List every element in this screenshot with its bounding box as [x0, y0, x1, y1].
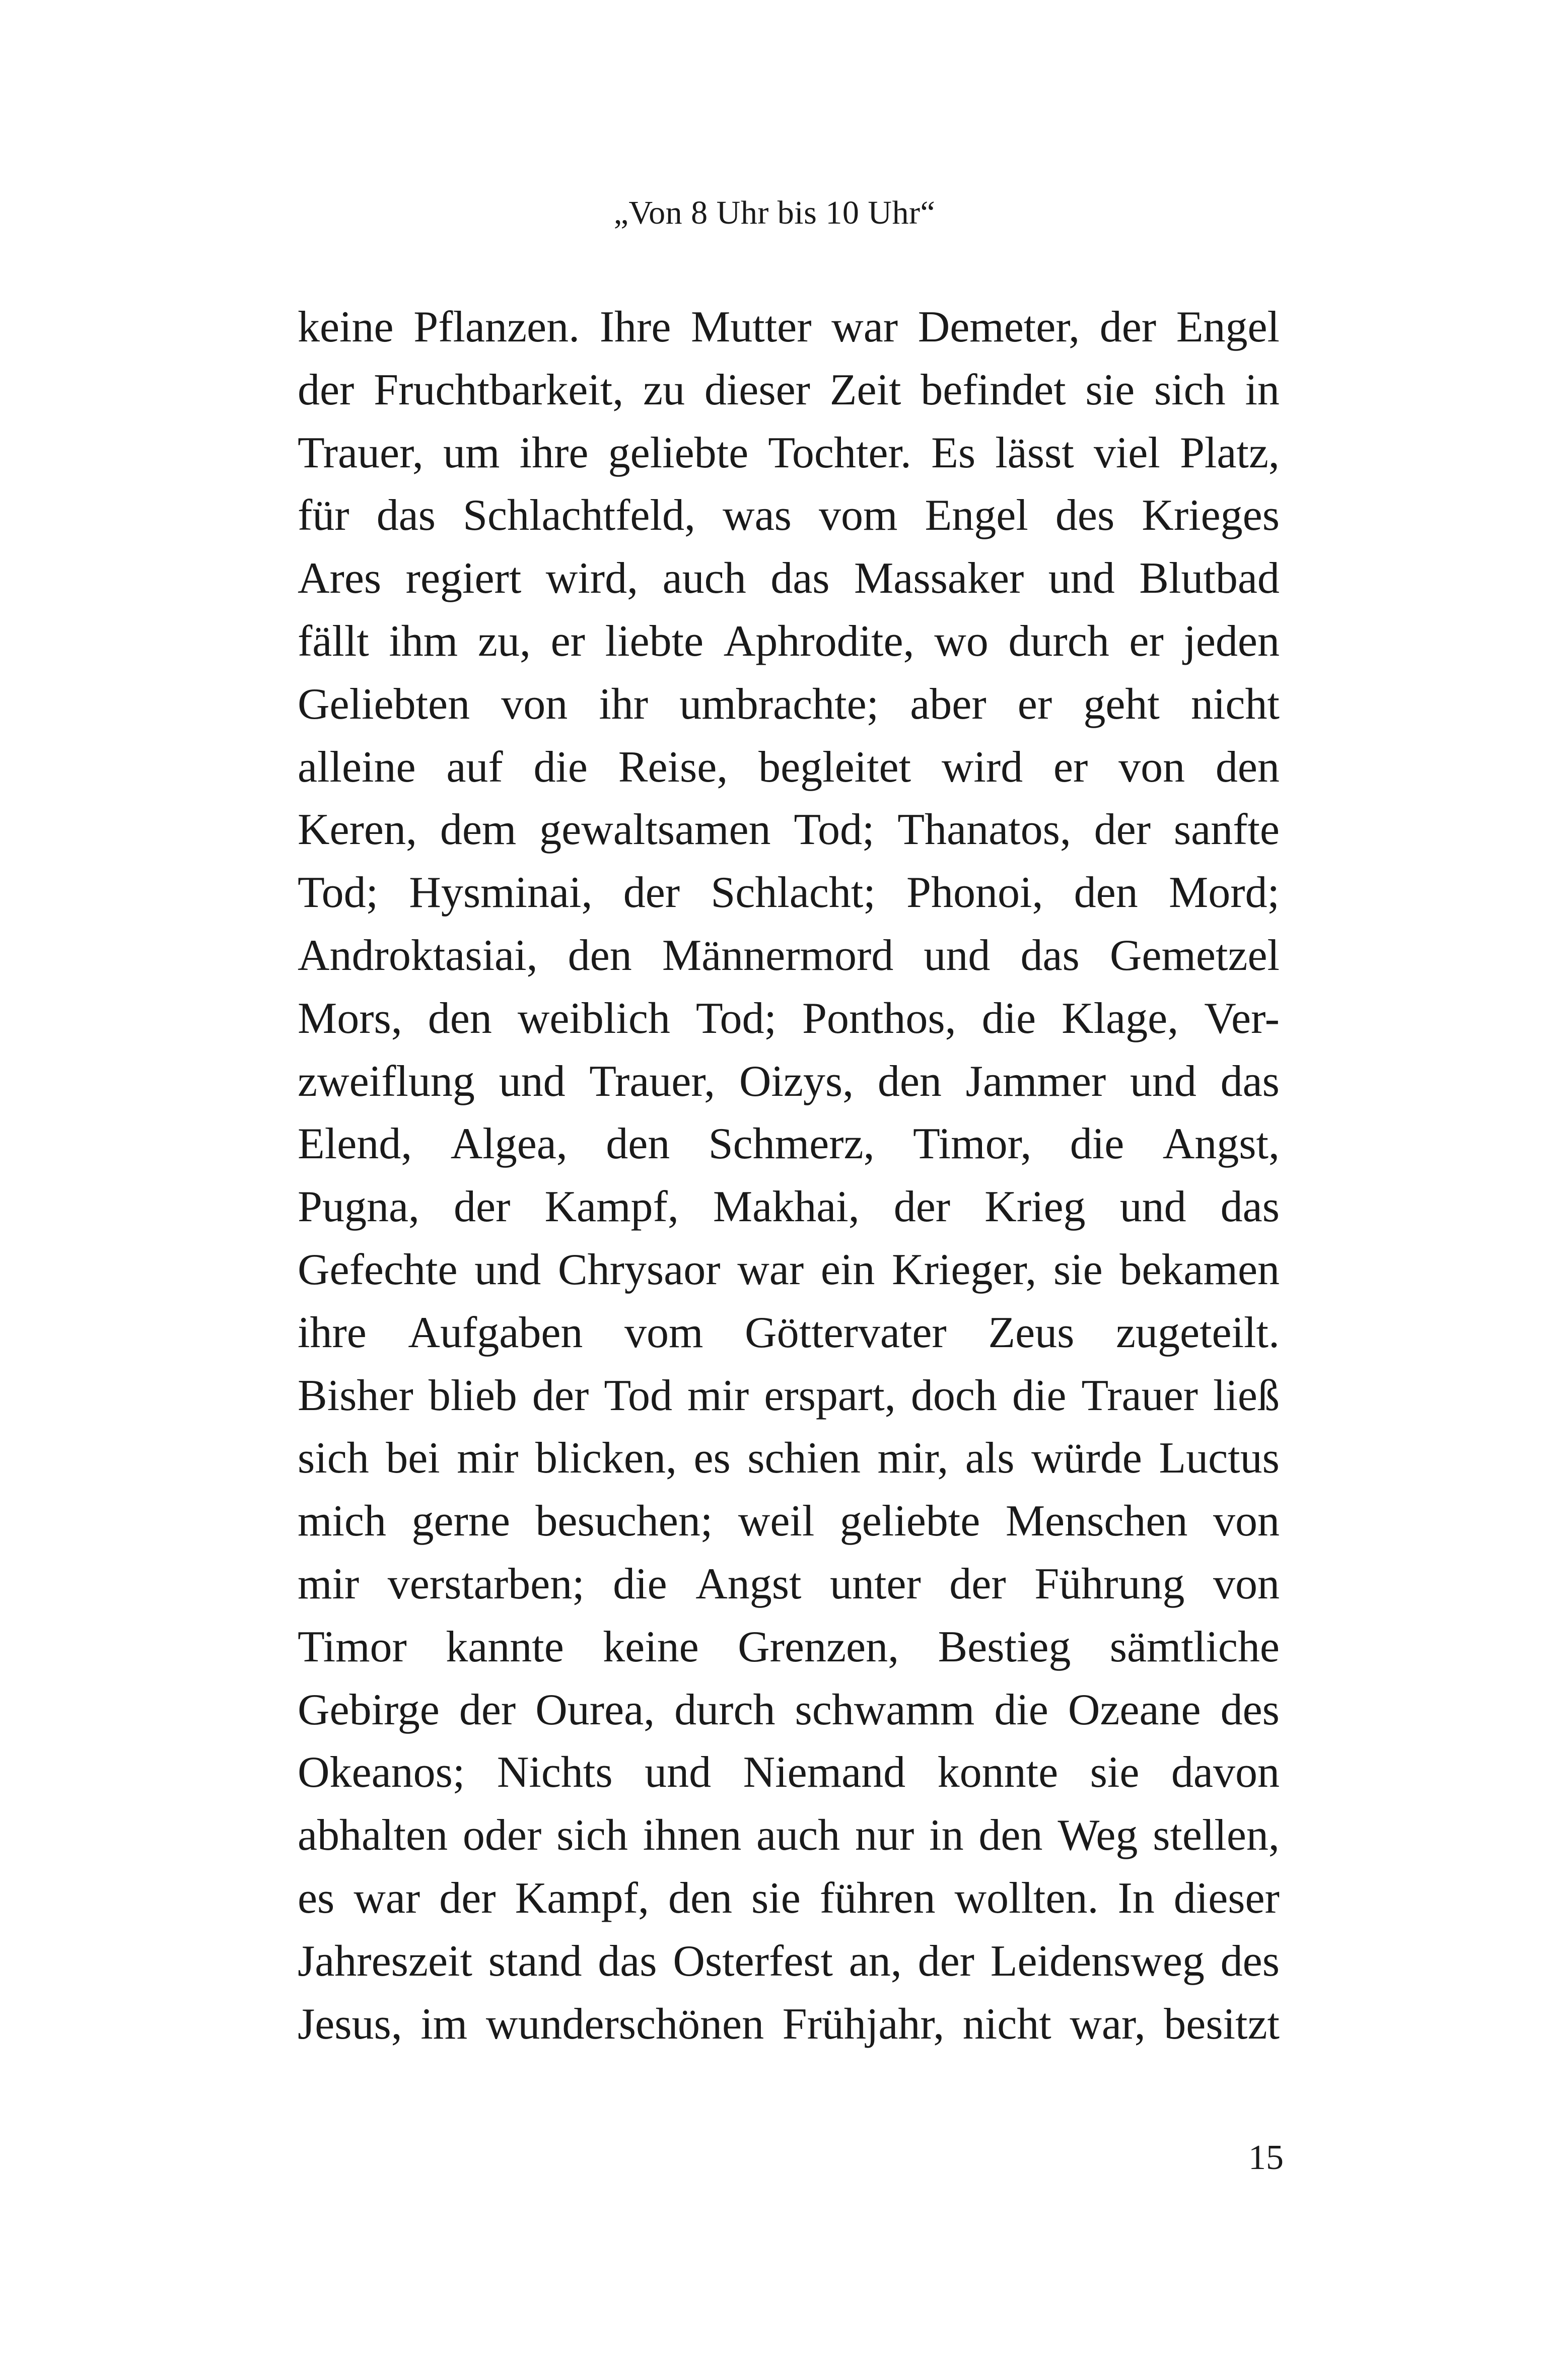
word: umbrachte; — [679, 679, 879, 729]
word: sich — [1154, 365, 1226, 414]
text-line — [298, 736, 1280, 799]
word: der — [532, 1371, 589, 1420]
word: nur — [855, 1811, 914, 1860]
word: er — [1129, 616, 1164, 666]
text-line — [298, 988, 1280, 1051]
word: Kampf, — [515, 1873, 649, 1923]
running-header: „Von 8 Uhr bis 10 Uhr“ — [613, 194, 936, 231]
word: besitzt — [1164, 1999, 1280, 2049]
word: er — [550, 616, 585, 666]
word: das — [770, 554, 830, 603]
text-line — [298, 547, 1280, 610]
word: durch — [674, 1685, 776, 1734]
text-line — [298, 1867, 1280, 1930]
word: geliebte — [839, 1497, 980, 1546]
word: ließ — [1213, 1371, 1280, 1420]
word: Pflanzen. — [413, 303, 580, 352]
word: sich — [298, 1434, 369, 1483]
word: sie — [1085, 365, 1135, 414]
word: für — [298, 491, 349, 540]
word: Jahreszeit — [298, 1936, 472, 1986]
word: Platz, — [1179, 428, 1280, 477]
text-line — [298, 1427, 1280, 1490]
word: abhalten — [298, 1811, 448, 1860]
word: Angst, — [1162, 1119, 1280, 1169]
text-line — [298, 1302, 1280, 1365]
text-line — [298, 359, 1280, 422]
text-line — [298, 422, 1280, 485]
word: Angst — [695, 1559, 802, 1608]
text-line — [298, 1930, 1280, 1993]
word: Osterfest — [673, 1936, 833, 1986]
word: mir — [457, 1434, 519, 1483]
word: ihnen — [643, 1811, 742, 1860]
word: Tod; — [695, 994, 777, 1043]
word: Geliebten — [298, 679, 470, 729]
word: der — [439, 1873, 496, 1923]
word: der — [893, 1182, 951, 1232]
word: begleitet — [758, 742, 911, 792]
word: das — [1220, 1182, 1280, 1232]
word: Algea, — [450, 1119, 568, 1169]
word: Thanatos, — [897, 805, 1071, 855]
word: Zeus — [988, 1308, 1075, 1357]
word: von — [1213, 1559, 1280, 1608]
text-line — [298, 1741, 1280, 1804]
word: sie — [1090, 1748, 1140, 1797]
word: war — [354, 1873, 420, 1923]
word: Tod; — [298, 868, 379, 918]
word: sie — [1053, 1245, 1103, 1294]
word: Ver- — [1204, 994, 1280, 1043]
word: Reise, — [618, 742, 728, 792]
word: Androktasiai, — [298, 931, 538, 980]
word: vom — [624, 1308, 703, 1357]
word: wird — [941, 742, 1023, 792]
word: doch — [910, 1371, 997, 1420]
text-line — [298, 1239, 1280, 1302]
word: dem — [440, 805, 517, 855]
word: dieser — [1173, 1873, 1280, 1923]
text-line — [298, 484, 1280, 547]
word: ihre — [519, 428, 589, 477]
word: an, — [849, 1936, 902, 1986]
word: der — [949, 1559, 1006, 1608]
word: Makhai, — [713, 1182, 860, 1232]
text-line — [298, 1993, 1280, 2056]
word: die — [613, 1559, 667, 1608]
word: war — [831, 303, 898, 352]
word: liebte — [605, 616, 704, 666]
word: und — [1048, 554, 1115, 603]
word: schwamm — [795, 1685, 975, 1734]
word: Gemetzel — [1109, 931, 1280, 980]
word: Frühjahr, — [782, 1999, 945, 2049]
text-line — [298, 1113, 1280, 1176]
word: des — [1220, 1685, 1280, 1734]
word: Keren, — [298, 805, 417, 855]
word: bei — [386, 1434, 440, 1483]
word: gerne — [411, 1497, 510, 1546]
word: oder — [462, 1811, 542, 1860]
word: den — [1215, 742, 1280, 792]
text-line — [298, 673, 1280, 736]
text-line — [298, 1616, 1280, 1679]
word: in — [1245, 365, 1280, 414]
word: Oizys, — [739, 1057, 854, 1106]
word: jeden — [1183, 616, 1280, 666]
word: sie — [751, 1873, 801, 1923]
word: den — [428, 994, 492, 1043]
word: führen — [819, 1873, 936, 1923]
word: Blutbad — [1139, 554, 1280, 603]
word: der — [623, 868, 680, 918]
word: zugeteilt. — [1115, 1308, 1280, 1357]
word: Schlacht; — [711, 868, 876, 918]
word: Ozeane — [1068, 1685, 1201, 1734]
word: bekamen — [1119, 1245, 1280, 1294]
word: das — [1220, 1057, 1280, 1106]
word: alleine — [298, 742, 416, 792]
word: Mutter — [691, 303, 812, 352]
word: dieser — [704, 365, 810, 414]
word: der — [1099, 303, 1157, 352]
word: wird, — [545, 554, 639, 603]
text-line — [298, 1176, 1280, 1239]
word: weil — [738, 1497, 815, 1546]
word: die — [1070, 1119, 1124, 1169]
word: ein — [820, 1245, 875, 1294]
word: kannte — [446, 1622, 564, 1671]
word: den — [1074, 868, 1138, 918]
word: Ares — [298, 554, 382, 603]
page-number: 15 — [1248, 2138, 1284, 2177]
word: und — [499, 1057, 566, 1106]
body-text — [298, 296, 1280, 2056]
word: mir — [298, 1559, 360, 1608]
text-line — [298, 1553, 1280, 1616]
word: und — [1119, 1182, 1186, 1232]
word: zu — [643, 365, 685, 414]
word: Kampf, — [544, 1182, 679, 1232]
word: blicken, — [535, 1434, 677, 1483]
word: Aufgaben — [408, 1308, 583, 1357]
word: ihre — [298, 1308, 367, 1357]
word: Elend, — [298, 1119, 412, 1169]
word: das — [598, 1936, 657, 1986]
word: keine — [603, 1622, 699, 1671]
word: stellen, — [1153, 1811, 1280, 1860]
word: vom — [818, 491, 898, 540]
word: wunderschönen — [485, 1999, 764, 2049]
word: Bisher — [298, 1371, 413, 1420]
word: blieb — [428, 1371, 517, 1420]
word: die — [533, 742, 588, 792]
word: Tod — [604, 1371, 672, 1420]
word: von — [1118, 742, 1185, 792]
word: ihr — [599, 679, 649, 729]
word: der — [459, 1685, 516, 1734]
word: davon — [1171, 1748, 1280, 1797]
word: geliebte — [608, 428, 749, 477]
word: Aphrodite, — [723, 616, 914, 666]
word: Luctus — [1159, 1434, 1280, 1483]
word: Weg — [1058, 1811, 1138, 1860]
word: Ponthos, — [802, 994, 956, 1043]
word: den — [877, 1057, 942, 1106]
word: Engel — [925, 491, 1028, 540]
word: Mord; — [1168, 868, 1280, 918]
word: nicht — [962, 1999, 1051, 2049]
word: Jesus, — [298, 1999, 402, 2049]
word: aber — [910, 679, 987, 729]
word: Timor — [298, 1622, 407, 1671]
text-line — [298, 1365, 1280, 1428]
word: und — [474, 1245, 541, 1294]
word: Bestieg — [938, 1622, 1071, 1671]
word: der — [918, 1936, 974, 1986]
word: Krieg — [984, 1182, 1086, 1232]
word: den — [606, 1119, 670, 1169]
word: Trauer, — [298, 428, 424, 477]
word: die — [981, 994, 1036, 1043]
word: sämtliche — [1109, 1622, 1280, 1671]
text-line — [298, 610, 1280, 673]
word: von — [1213, 1497, 1280, 1546]
word: es — [693, 1434, 731, 1483]
word: Männermord — [662, 931, 894, 980]
word: fällt — [298, 616, 369, 666]
word: geht — [1083, 679, 1160, 729]
word: der — [1094, 805, 1151, 855]
text-line — [298, 296, 1280, 359]
word: lässt — [995, 428, 1074, 477]
word: konnte — [937, 1748, 1059, 1797]
word: der — [298, 365, 355, 414]
word: weiblich — [517, 994, 670, 1043]
word: Mors, — [298, 994, 402, 1043]
word: und — [1130, 1057, 1196, 1106]
word: Massaker — [854, 554, 1024, 603]
word: um — [443, 428, 500, 477]
word: Ourea, — [535, 1685, 655, 1734]
word: den — [978, 1811, 1043, 1860]
word: er — [1053, 742, 1088, 792]
word: ihm — [389, 616, 458, 666]
word: durch — [1008, 616, 1109, 666]
word: Niemand — [743, 1748, 906, 1797]
word: der — [454, 1182, 511, 1232]
word: Phonoi, — [906, 868, 1043, 918]
word: regiert — [405, 554, 522, 603]
word: auch — [662, 554, 746, 603]
word: Tod; — [794, 805, 875, 855]
word: Jammer — [965, 1057, 1106, 1106]
text-line — [298, 1051, 1280, 1113]
word: würde — [1031, 1434, 1142, 1483]
word: wo — [934, 616, 989, 666]
word: auf — [446, 742, 503, 792]
word: mich — [298, 1497, 386, 1546]
word: das — [376, 491, 436, 540]
word: Krieger, — [892, 1245, 1037, 1294]
word: auch — [756, 1811, 840, 1860]
word: Trauer, — [589, 1057, 716, 1106]
word: Schlachtfeld, — [463, 491, 695, 540]
word: des — [1055, 491, 1115, 540]
word: in — [929, 1811, 964, 1860]
word: Ihre — [599, 303, 671, 352]
word: Göttervater — [745, 1308, 947, 1357]
word: nicht — [1190, 679, 1280, 729]
word: keine — [298, 303, 394, 352]
text-line — [298, 799, 1280, 862]
word: die — [994, 1685, 1048, 1734]
word: sich — [556, 1811, 628, 1860]
word: Timor, — [913, 1119, 1032, 1169]
word: Es — [931, 428, 976, 477]
word: Schmerz, — [708, 1119, 875, 1169]
text-line — [298, 1679, 1280, 1742]
word: er — [1017, 679, 1052, 729]
word: das — [1020, 931, 1080, 980]
word: es — [298, 1873, 335, 1923]
word: Fruchtbarkeit, — [374, 365, 624, 414]
word: die — [1012, 1371, 1067, 1420]
word: Klage, — [1062, 994, 1179, 1043]
word: unter — [829, 1559, 921, 1608]
word: von — [501, 679, 568, 729]
word: Gebirge — [298, 1685, 440, 1734]
word: war — [737, 1245, 804, 1294]
word: Chrysaor — [557, 1245, 721, 1294]
word: erspart, — [764, 1371, 896, 1420]
text-line — [298, 1804, 1280, 1867]
word: Nichts — [497, 1748, 613, 1797]
word: mir, — [877, 1434, 949, 1483]
word: Gefechte — [298, 1245, 458, 1294]
word: verstarben; — [387, 1559, 585, 1608]
word: gewaltsamen — [539, 805, 771, 855]
word: befindet — [921, 365, 1066, 414]
word: und — [645, 1748, 712, 1797]
word: Trauer — [1081, 1371, 1198, 1420]
word: Tochter. — [768, 428, 911, 477]
word: Engel — [1176, 303, 1280, 352]
word: Grenzen, — [738, 1622, 899, 1671]
word: was — [723, 491, 792, 540]
text-line — [298, 925, 1280, 988]
word: Leidensweg — [990, 1936, 1205, 1986]
word: stand — [488, 1936, 582, 1986]
word: Führung — [1034, 1559, 1185, 1608]
word: In — [1117, 1873, 1155, 1923]
word: des — [1220, 1936, 1280, 1986]
word: wollten. — [954, 1873, 1099, 1923]
word: zu, — [477, 616, 531, 666]
word: im — [420, 1999, 468, 2049]
word: besuchen; — [535, 1497, 713, 1546]
word: Krieges — [1142, 491, 1280, 540]
word: als — [965, 1434, 1015, 1483]
word: Zeit — [829, 365, 901, 414]
word: Okeanos; — [298, 1748, 465, 1797]
word: Demeter, — [918, 303, 1080, 352]
word: viel — [1093, 428, 1160, 477]
text-line — [298, 862, 1280, 925]
word: und — [924, 931, 991, 980]
word: Menschen — [1005, 1497, 1188, 1546]
word: Hysminai, — [409, 868, 593, 918]
word: den — [668, 1873, 733, 1923]
word: war, — [1070, 1999, 1146, 2049]
word: Pugna, — [298, 1182, 419, 1232]
word: den — [568, 931, 632, 980]
word: schien — [747, 1434, 861, 1483]
word: sanfte — [1173, 805, 1280, 855]
word: mir — [687, 1371, 749, 1420]
word: zweiflung — [298, 1057, 475, 1106]
text-line — [298, 1490, 1280, 1553]
